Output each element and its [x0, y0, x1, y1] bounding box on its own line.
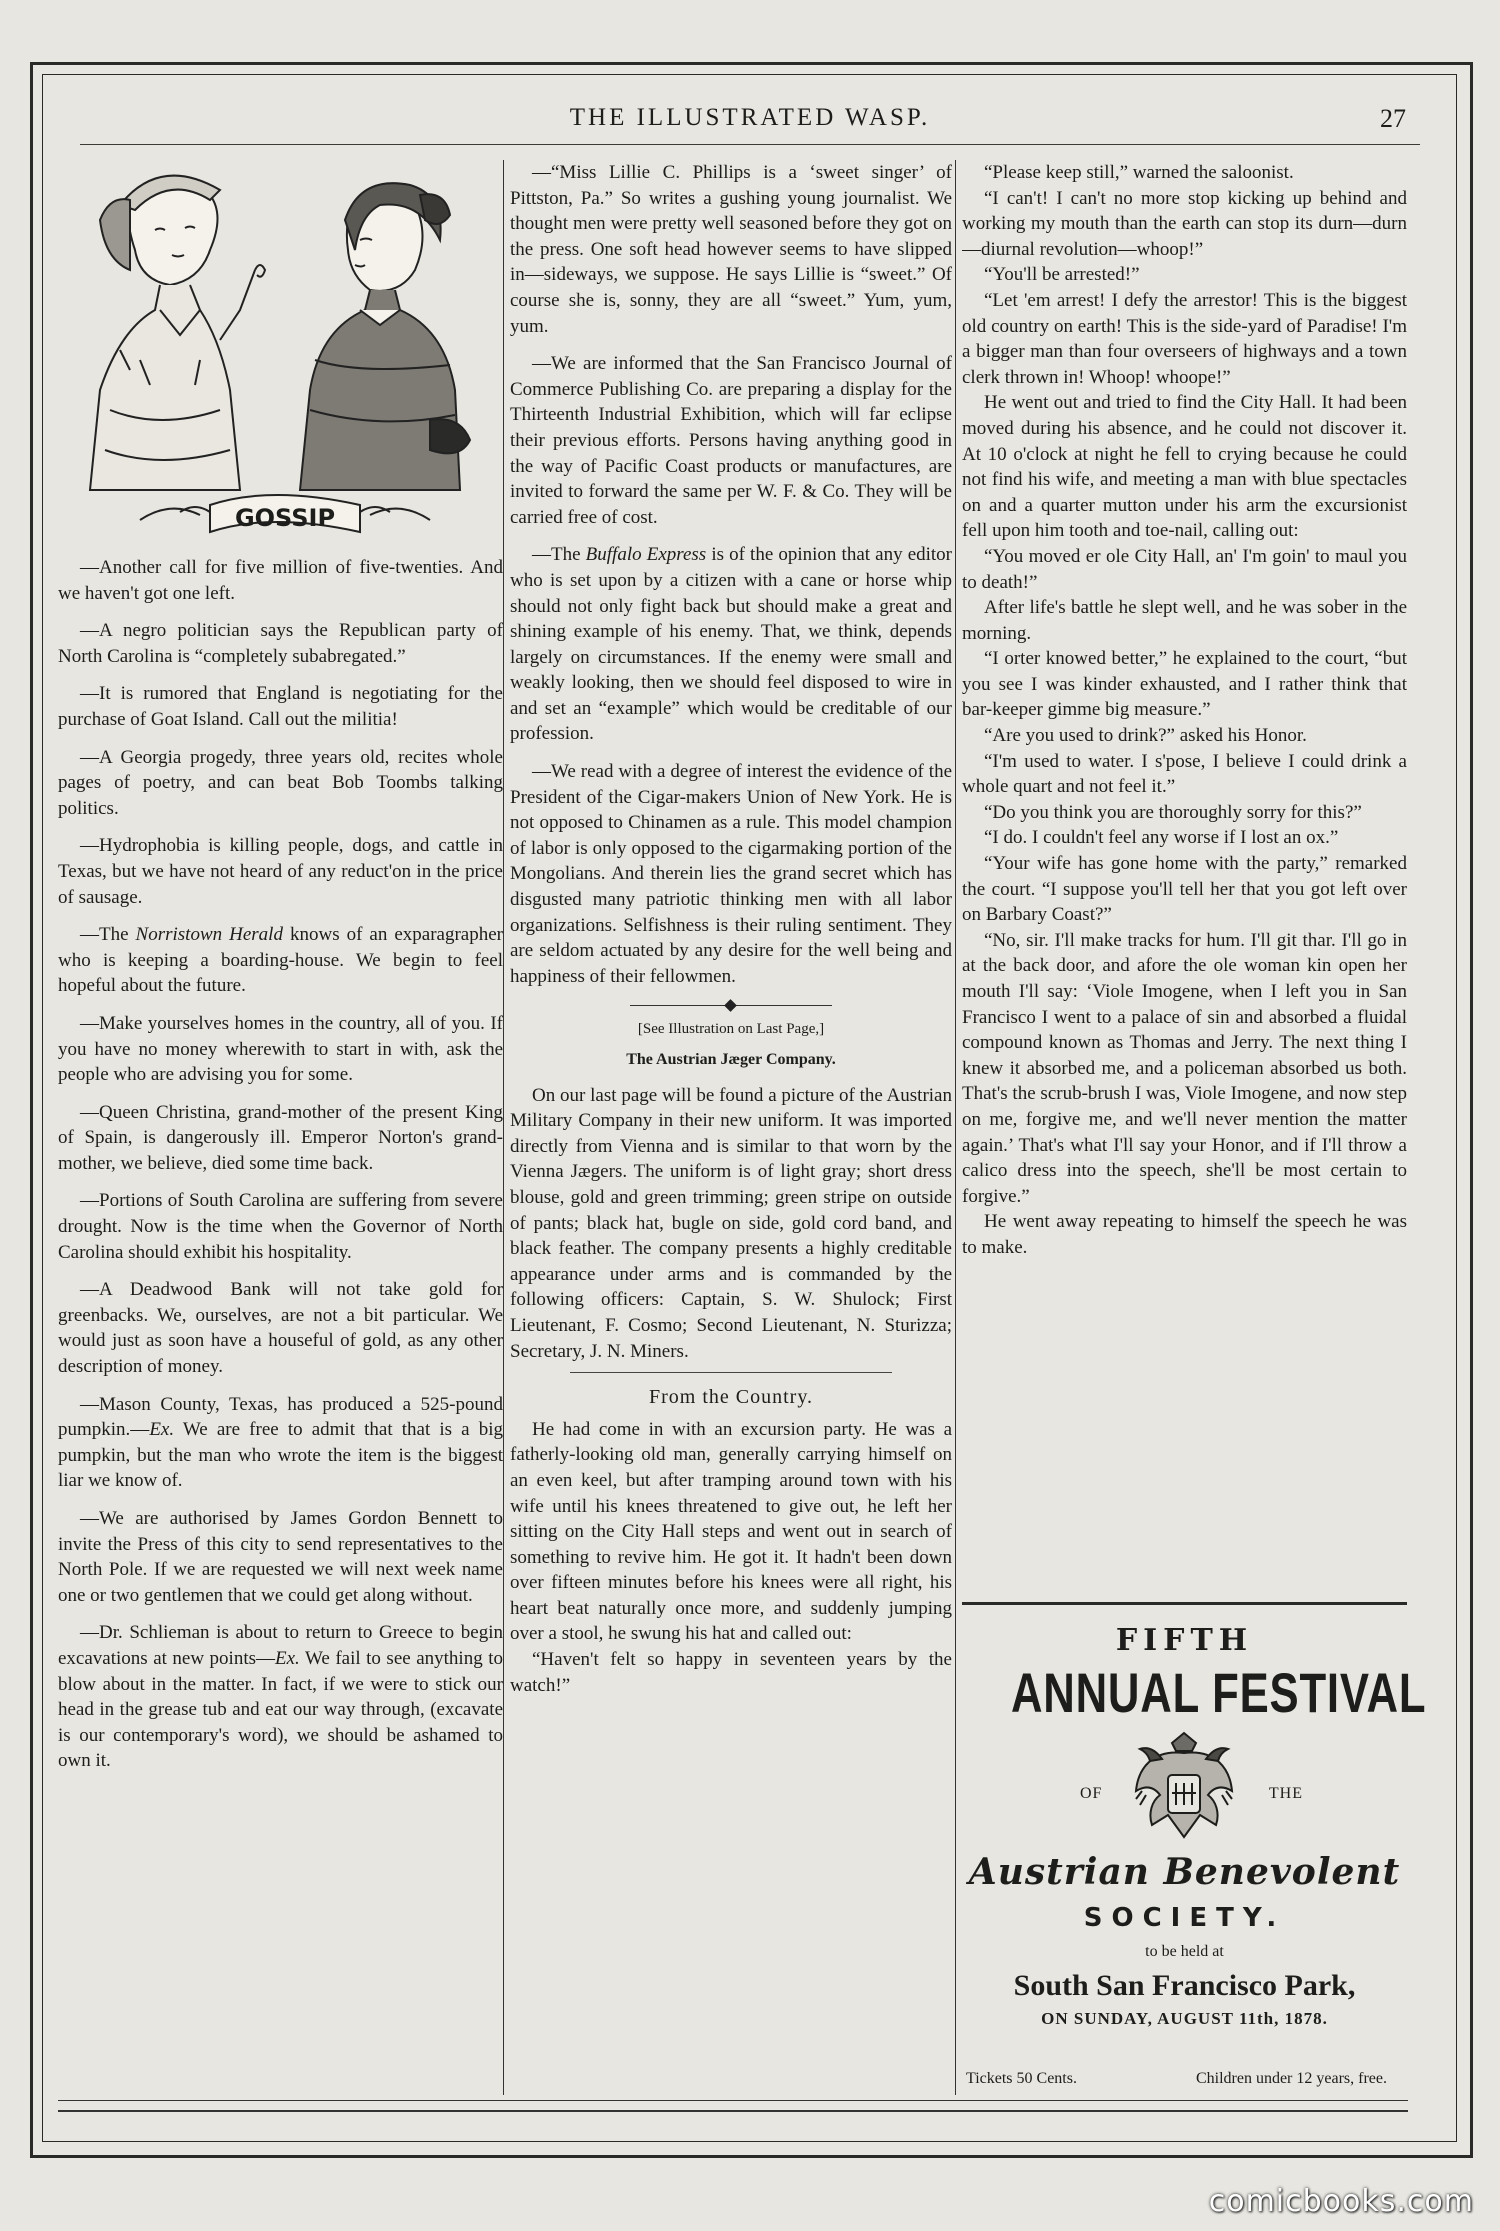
- page-header: [80, 100, 1420, 145]
- paragraph: —A negro politician says the Republican party of North Carolina is “completely subabregated.”: [58, 620, 503, 667]
- column-1: [58, 160, 503, 2095]
- text-run: —The: [80, 924, 129, 946]
- paragraph: On our last page will be found a picture of the Austrian Military Company in their new uniform. It was imported directly from Vienna and is similar to that worn by the Vienna Jægers. The uniform is of light gray; short dress blouse, gold and green trimming; green stripe on outside of pants; black hat, bugle on side, gold cord band, and black feather. The company presents a highly creditable appearance under arms and is commanded by the following officers: Captain, S. W. Shulock; First Lieutenant, F. Cosmo; Second Lieutenant, N. Sturizza; Secretary, J. N. Miners.: [510, 1084, 952, 1362]
- illustration-reference: [See Illustration on Last Page,]: [637, 1021, 825, 1038]
- source-abbrev: Ex.: [149, 1419, 175, 1441]
- page-number: 27: [1380, 104, 1406, 133]
- paragraph: He went out and tried to find the City Hall. It had been moved during his absence, and he could not discover it. At 10 o'clock at night he fell to crying because he could not find his wife, and meeting a man with blue spectacles on and a quarter mutton under his arm the excursionist fell upon him tooth and toe-nail, calling out:: [962, 392, 1407, 542]
- paragraph: He had come in with an excursion party. He was a fatherly-looking old man, generally carrying himself on an even keel, but after tramping around town with his wife until his knees threatened to give out, he left her sitting on the City Hall steps and went out in search of something to revive him. He got it. It hadn't been down over fifteen minutes before his knees were all right, his heart beat naturally once more, and suddenly jumping over a stool, he swung his hat and called out:: [510, 1418, 952, 1645]
- ad-ticket-price: Tickets 50 Cents.: [966, 2070, 1077, 2087]
- masthead-title: THE ILLUSTRATED WASP.: [569, 104, 931, 131]
- paragraph: —Portions of South Carolina are suffering from severe drought. Now is the time when the Governor of North Carolina should exhibit his hospitality.: [58, 1190, 503, 1263]
- ad-held-at: to be held at: [1145, 1943, 1224, 1960]
- paragraph: “I orter knowed better,” he explained to the court, “but you see I was kinder exhausted, and I rather think that bar-keeper gimme big measure.”: [962, 648, 1407, 721]
- paragraph: “I do. I couldn't feel any worse if I lost an ox.”: [984, 827, 1339, 849]
- ad-headline: ANNUAL FESTIVAL: [1010, 1661, 1427, 1724]
- section-rule: [570, 1372, 892, 1373]
- paragraph: “Let 'em arrest! I defy the arrestor! This is the biggest old country on earth! This is the side-yard of Paradise! I'm a bigger man than four overseers of highways and a town clerk thrown in! Whoop! whoope!”: [962, 289, 1407, 388]
- text-run: We are free to admit that that is a big pumpkin, but the man who wrote the item is the biggest liar we know of.: [58, 1419, 503, 1492]
- paragraph: After life's battle he slept well, and he was sober in the morning.: [962, 597, 1407, 644]
- paragraph: [58, 922, 503, 999]
- paragraph: “Do you think you are thoroughly sorry for this?”: [984, 801, 1362, 823]
- paragraph: [58, 1392, 503, 1494]
- double-headed-eagle-crest-icon: [1132, 1729, 1237, 1847]
- paragraph: “You moved er ole City Hall, an' I'm goin' to maul you to death!”: [962, 545, 1407, 593]
- paragraph: —It is rumored that England is negotiating for the purchase of Goat Island. Call out the militia!: [58, 683, 503, 730]
- column-rule-2: [955, 160, 956, 2095]
- ornamental-divider: [510, 995, 952, 1015]
- ad-of: OF: [1080, 1785, 1103, 1802]
- paragraph: —We are authorised by James Gordon Bennett to invite the Press of this city to send representatives to the North Pole. If we are requested we will next week name one or two gentlemen that we could get along without.: [58, 1508, 503, 1606]
- text-run: is of the opinion that any editor who is set upon by a citizen with a cane or horse whip should not only fight back but should make a great and shining example of his enemy. That, we think, depends largely on circumstances. If the enemy were small and weakly looking, then we should feel disposed to wire in and set an “example” which would be creditable of our profession.: [510, 544, 952, 745]
- section-heading: From the Country.: [648, 1386, 814, 1409]
- paragraph: [510, 542, 952, 747]
- paragraph: “I can't! I can't no more stop kicking up behind and working my mouth than the earth can stop its durn—durn—diurnal revolution—whoop!”: [962, 187, 1407, 260]
- ad-society: SOCIETY.: [1083, 1903, 1286, 1933]
- paragraph: —We read with a degree of interest the evidence of the President of the Cigar-makers Union of New York. He is not opposed to Chinamen as a rule. This model champion of labor is only opposed to the cigarmaking portion of the Mongolians. And therein lies the grand secret which has disgusted many patriotic thinking men with all labor organizations. Selfishness is their ruling sentiment. They are seldom actuated by any desire for the well being and happiness of their fellowmen.: [510, 761, 952, 987]
- column-2: [510, 160, 952, 2095]
- publication-name: Buffalo Express: [585, 544, 707, 566]
- paragraph: —We are informed that the San Francisco Journal of Commerce Publishing Co. are preparing a display for the Thirteenth Industrial Exhibition, which will far eclipse their previous efforts. Persons having anything good in the way of Pacific Coast products or manufactures, are invited to forward the same per W. F. & Co. They will be carried free of cost.: [510, 353, 952, 528]
- ad-children-price: Children under 12 years, free.: [1195, 2070, 1387, 2087]
- paragraph: “You'll be arrested!”: [984, 264, 1140, 286]
- paragraph: [58, 1620, 503, 1774]
- column-rule-1: [503, 160, 504, 2095]
- publication-name: Norristown Herald: [135, 924, 283, 946]
- ad-venue: South San Francisco Park,: [1013, 1969, 1356, 2002]
- paragraph: He went away repeating to himself the speech he was to make.: [962, 1211, 1407, 1258]
- text-run: knows of an exparagrapher who is keeping a boarding-house. We begin to feel hopeful about the future.: [58, 924, 503, 997]
- gossip-banner-label: GOSSIP: [234, 504, 336, 532]
- paragraph: “Please keep still,” warned the saloonist.: [984, 162, 1294, 183]
- paragraph: “I'm used to water. I s'pose, I believe I could drink a whole quart and not feel it.”: [962, 750, 1407, 798]
- ad-pricing: [962, 2070, 1407, 2088]
- paragraph: —“Miss Lillie C. Phillips is a ‘sweet singer’ of Pittston, Pa.” So writes a gushing young journalist. We thought men were pretty well seasoned before they got on the press. One soft head however seems to have slipped in—sideways, we suppose. He says Lillie is “sweet.” Of course she is, sonny, they are all “sweet.” Yum, yum, yum.: [510, 162, 952, 337]
- text-run: We fail to see anything to blow about in the matter. In fact, if we were to stick our head in the grease tub and eat our way through, (excavate is our contemporary's word), we should be ashamed to own it.: [58, 1647, 503, 1772]
- ad-society-name: Austrian Benevolent: [968, 1851, 1401, 1893]
- bottom-rule-heavy: [58, 2110, 1408, 2112]
- paragraph: “Your wife has gone home with the party,” remarked the court. “I suppose you'll tell her that you got left over on Barbary Coast?”: [962, 853, 1407, 926]
- paragraph: “Are you used to drink?” asked his Honor.: [984, 725, 1307, 747]
- text-run: —Dr. Schlieman is about to return to Greece to begin excavations at new points—: [58, 1622, 503, 1669]
- paragraph: —Make yourselves homes in the country, all of you. If you have no money wherewith to start in with, ask the people who are advising you for some.: [58, 1012, 503, 1086]
- ad-crest-row: [962, 1729, 1407, 1849]
- text-run: —The: [532, 544, 581, 566]
- ad-date: ON SUNDAY, AUGUST 11th, 1878.: [1041, 2009, 1328, 2028]
- festival-advertisement: [962, 1602, 1427, 2100]
- ad-the: THE: [1268, 1785, 1303, 1802]
- gossip-illustration: [60, 160, 500, 545]
- text-run: —Mason County, Texas, has produced a 525-pound pumpkin.—: [58, 1393, 503, 1441]
- paragraph: “No, sir. I'll make tracks for hum. I'll git thar. I'll go in at the back door, and afore the ole woman kin open her mouth I'll say: ‘Viole Imogene, when I left you in San Francisco I went to a palace of sin and absorbed a fluidal compound known as Thomas and Jerry. The next thing I knew it absorbed me, and a policeman absorbed us both. That's the scrub-brush I was, Viole Imogene, and now step on me, forgive me, and we'll never mention the matter again.’ That's what I'll say your Honor, and if I'll throw a calico dress into the speech, she'll be most certain to forgive.”: [962, 929, 1407, 1207]
- article-title: The Austrian Jæger Company.: [626, 1051, 836, 1068]
- column-3: [962, 160, 1407, 1590]
- bottom-rule: [58, 2100, 1408, 2101]
- paragraph: —A Deadwood Bank will not take gold for greenbacks. We, ourselves, are not a bit particular. We would just as soon have a houseful of gold, as any other description of money.: [58, 1279, 503, 1378]
- paragraph: —Queen Christina, grand-mother of the present King of Spain, is dangerously ill. Emperor Norton's grand-mother, we believe, died some time back.: [58, 1101, 503, 1174]
- watermark: comicbooks.com: [1208, 2184, 1474, 2219]
- paragraph: “Haven't felt so happy in seventeen years by the watch!”: [510, 1649, 952, 1696]
- paragraph: —Another call for five million of five-twenties. And we haven't got one left.: [58, 557, 503, 604]
- paragraph: —A Georgia progedy, three years old, recites whole pages of poetry, and can beat Bob Toombs talking politics.: [58, 746, 503, 819]
- source-abbrev: Ex.: [275, 1647, 300, 1669]
- paragraph: —Hydrophobia is killing people, dogs, and cattle in Texas, but we have not heard of any reduct'on in the price of sausage.: [58, 835, 503, 908]
- ad-line-fifth: FIFTH: [1115, 1623, 1254, 1658]
